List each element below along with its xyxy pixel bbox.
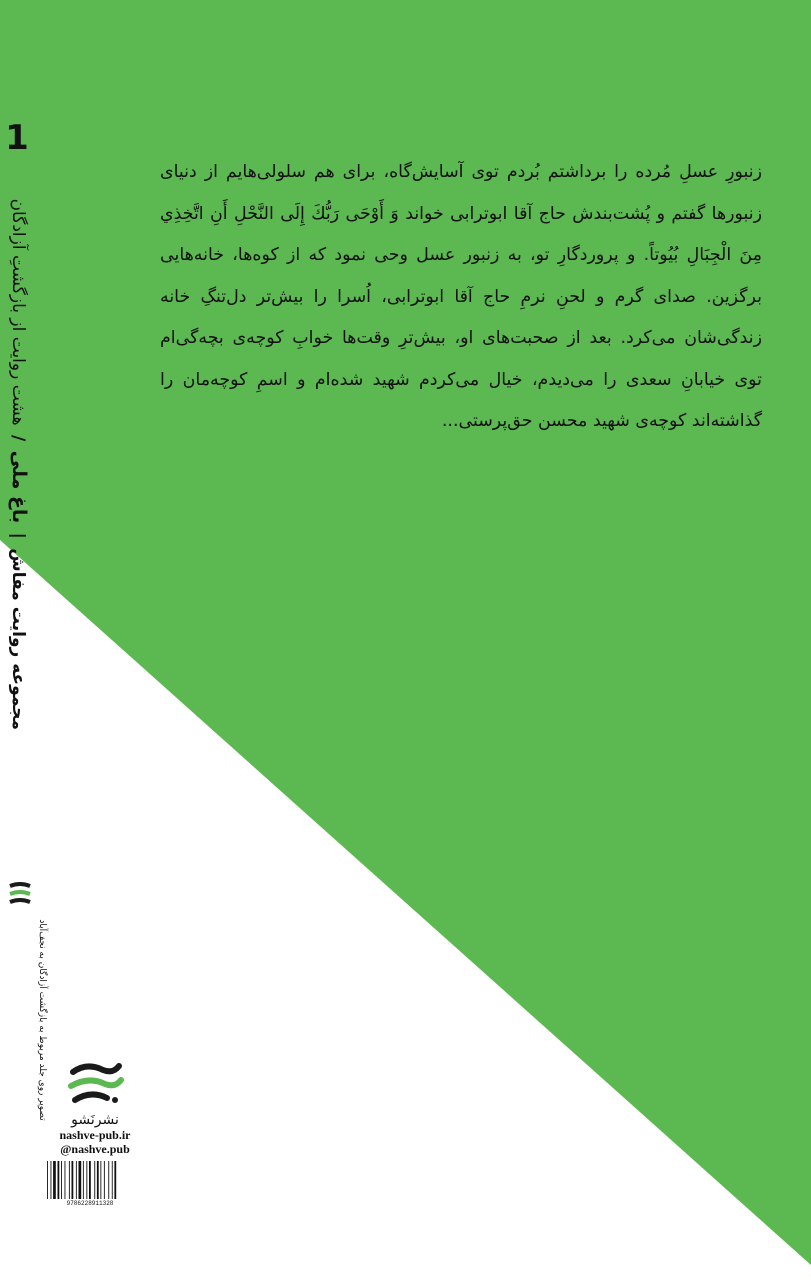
- barcode-bars: [45, 1160, 135, 1200]
- barcode-bar: [72, 1161, 74, 1199]
- subtitle-separator: /: [8, 434, 28, 442]
- barcode-number: 9786228911328: [66, 1200, 114, 1207]
- barcode-bar: [47, 1161, 48, 1199]
- barcode-bar: [53, 1161, 56, 1199]
- cover-photo-caption: تصویر روی جلد مربوط به بازگشت آزادگان به نجف‌آباد: [37, 919, 47, 1121]
- barcode-bar: [104, 1161, 105, 1199]
- book-subtitle: هشت روایت از بازگشتِ آزادگان: [8, 198, 28, 426]
- barcode-bar: [97, 1161, 99, 1199]
- spine-publisher-logo-icon: [6, 880, 34, 910]
- barcode-bar: [51, 1161, 52, 1199]
- publisher-handle: @nashve.pub: [60, 1142, 130, 1156]
- barcode-bar: [65, 1161, 66, 1199]
- spine-title: [4, 198, 34, 730]
- barcode-bar: [83, 1161, 84, 1199]
- barcode-bar: [86, 1161, 87, 1199]
- barcode-bar: [100, 1161, 101, 1199]
- barcode-bar: [112, 1161, 113, 1199]
- isbn-barcode: [45, 1160, 135, 1207]
- back-cover-blurb: زنبورِ عسلِ مُرده را برداشتم بُردم توی آسایش‌گاه، برای هم سلولی‌هایم از دنیای زنبورها گفتم و پُشت‌بندش حاج آقا ابوترابی خواند وَ أَوْحَى رَبُّكَ إِلَى النَّحْلِ أَنِ اتَّخِذِي مِنَ الْجِبَالِ بُيُوتاً. و پروردگارِ تو، به زنبور عسل وحی نمود که از کوه‌ها، خانه‌هایی برگزین. صدای گرم و لحنِ نرمِ حاج آقا ابوترابی، اُسرا را بیش‌تر دل‌تنگِ خانه زندگی‌شان می‌کرد. بعد از صحبت‌های او، بیش‌ترِ وقت‌ها خوابِ کوچه‌ی بچه‌گی‌ام توی خیابانِ سعدی را می‌دیدم، خیال می‌کردم شهید شده‌ام و اسمِ کوچه‌مان را گذاشته‌اند کوچه‌ی شهید محسن حق‌پرستی...: [160, 162, 762, 431]
- book-title: باغ ملی: [8, 450, 30, 524]
- barcode-bar: [89, 1161, 91, 1199]
- barcode-bar: [61, 1161, 62, 1199]
- publisher-website: nashve-pub.ir: [59, 1128, 131, 1142]
- barcode-bar: [69, 1161, 70, 1199]
- barcode-bar: [58, 1161, 60, 1199]
- barcode-bar: [114, 1161, 116, 1199]
- volume-number: 1: [5, 118, 29, 158]
- barcode-bar: [76, 1161, 77, 1199]
- publisher-name: نشرنَشو: [71, 1112, 119, 1128]
- title-separator: |: [8, 532, 28, 539]
- barcode-bar: [94, 1161, 95, 1199]
- publisher-block: [45, 1060, 145, 1156]
- barcode-bar: [79, 1161, 82, 1199]
- nashve-logo-icon: [65, 1060, 125, 1110]
- series-name: مجموعه روایت مفاش: [8, 548, 28, 730]
- barcode-bar: [108, 1161, 109, 1199]
